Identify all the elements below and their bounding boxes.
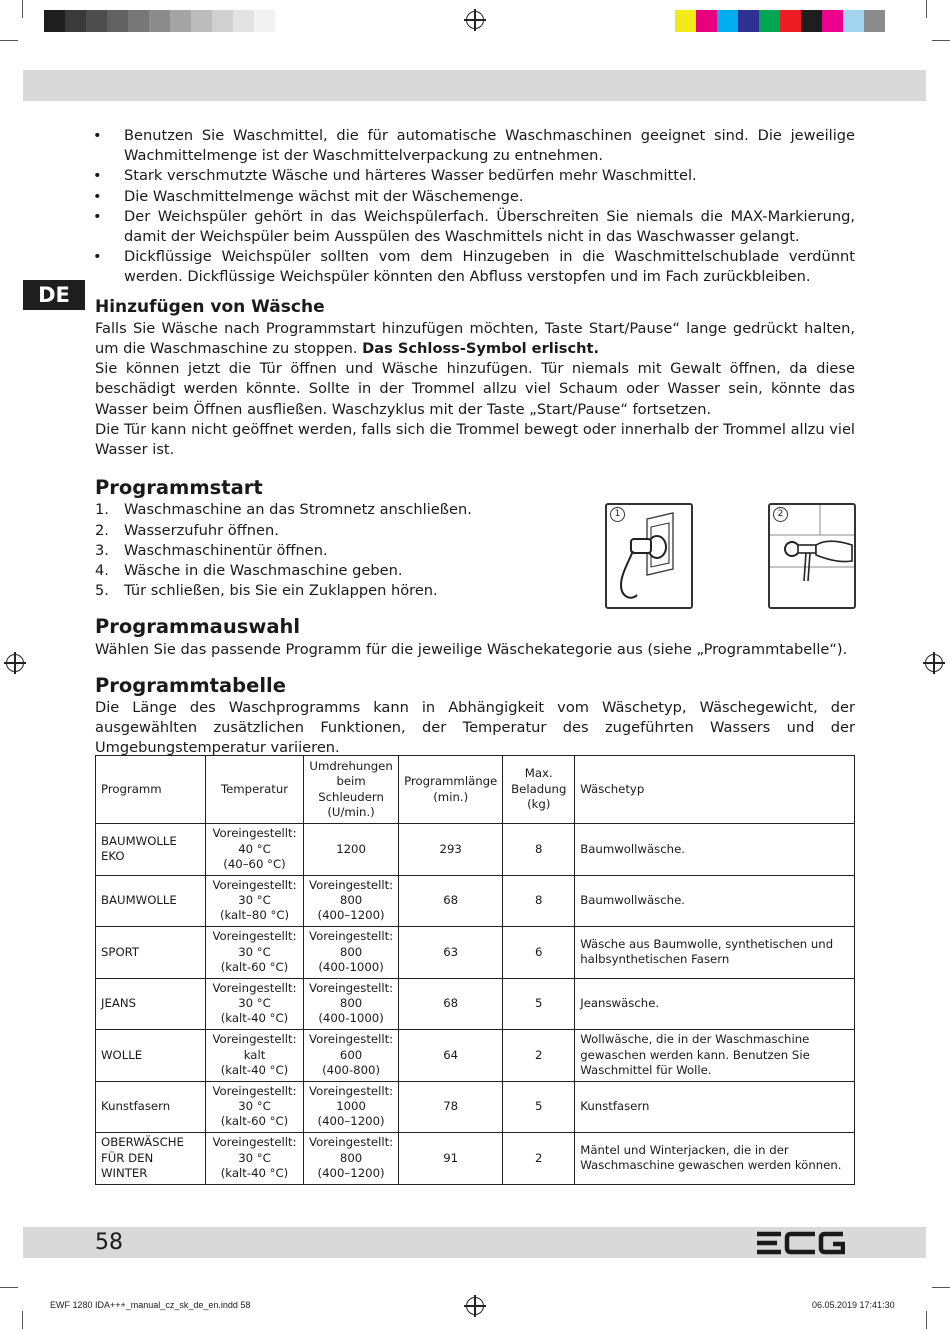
cell-load: 2 [503, 1133, 575, 1185]
cell-length: 64 [399, 1030, 503, 1082]
table-row [96, 875, 855, 927]
crop-mark [932, 1287, 950, 1288]
crop-mark [932, 40, 950, 41]
water-tap-illustration [768, 503, 856, 609]
section-title-add-laundry: Hinzufügen von Wäsche [95, 296, 325, 317]
color-swatch [65, 10, 86, 32]
cell-spin: 1200 [304, 824, 399, 876]
cell-temperature: Voreingestellt: 30 °C (kalt-40 °C) [206, 978, 304, 1030]
cell-load: 8 [503, 875, 575, 927]
add-laundry-paragraph: Falls Sie Wäsche nach Programmstart hinzufügen möchten, Taste Start/Pause“ lange gedrückt halten, um die Waschmaschine zu stoppen. Das Schloss-Symbol erlischt. [95, 319, 855, 358]
color-swatch [128, 10, 149, 32]
intro-bullet-list [95, 126, 855, 288]
add-laundry-paragraph: Sie können jetzt die Tür öffnen und Wäsche hinzufügen. Tür niemals mit Gewalt öffnen, da diese beschädigt werden könnte. Sollte in der Trommel allzu viel Schaum oder Wasser sein, könnte das Wasser beim Öffnen ausfließen. Waschzyklus mit der Taste „Start/Pause“ fortsetzen. [95, 360, 855, 418]
table-row [96, 1133, 855, 1185]
color-swatch [44, 10, 65, 32]
color-swatch [191, 10, 212, 32]
color-swatch [149, 10, 170, 32]
header-length: Programmlänge (min.) [399, 756, 503, 824]
crop-mark [0, 1287, 18, 1288]
cell-spin: Voreingestellt: 600 (400-800) [304, 1030, 399, 1082]
grayscale-color-bar [44, 10, 275, 32]
cell-temperature: Voreingestellt: 30 °C (kalt-40 °C) [206, 1133, 304, 1185]
cell-length: 293 [399, 824, 503, 876]
cell-length: 68 [399, 875, 503, 927]
table-row [96, 1081, 855, 1133]
cell-temperature: Voreingestellt: 30 °C (kalt-60 °C) [206, 1081, 304, 1133]
cell-program: BAUMWOLLE EKO [96, 824, 206, 876]
cell-program: OBERWÄSCHE FÜR DEN WINTER [96, 1133, 206, 1185]
table-row [96, 927, 855, 979]
table-row [96, 824, 855, 876]
table-row [96, 978, 855, 1030]
process-color-bar [675, 10, 885, 32]
program-table [95, 755, 855, 1185]
cell-length: 78 [399, 1081, 503, 1133]
cell-laundry-type: Wollwäsche, die in der Waschmaschine gewaschen werden kann. Benutzen Sie Waschmittel für Wolle. [575, 1030, 855, 1082]
step-number-badge: 2 [773, 507, 788, 522]
cell-laundry-type: Baumwollwäsche. [575, 875, 855, 927]
cell-spin: Voreingestellt: 800 (400–1200) [304, 875, 399, 927]
cell-program: Kunstfasern [96, 1081, 206, 1133]
program-select-text: Wählen Sie das passende Programm für die jeweilige Wäschekategorie aus (siehe „Programmtabelle“). [95, 640, 848, 658]
ecg-logo [755, 1231, 845, 1258]
cell-laundry-type: Wäsche aus Baumwolle, synthetischen und halbsynthetischen Fasern [575, 927, 855, 979]
color-swatch [254, 10, 275, 32]
cell-laundry-type: Jeanswäsche. [575, 978, 855, 1030]
crop-mark [22, 0, 23, 18]
color-swatch [107, 10, 128, 32]
crop-mark [926, 0, 927, 18]
section-title-program-start: Programmstart [95, 476, 263, 500]
color-swatch [864, 10, 885, 32]
cell-laundry-type: Baumwollwäsche. [575, 824, 855, 876]
slug-date-info: 06.05.2019 17:41:30 [812, 1300, 895, 1310]
header-laundry-type: Wäschetyp [575, 756, 855, 824]
list-item: • Stark verschmutzte Wäsche und härteres Wasser bedürfen mehr Waschmittel. [95, 166, 855, 186]
program-start-steps [95, 500, 855, 601]
table-header-row [96, 756, 855, 824]
header-bar [23, 70, 926, 101]
list-item: • Benutzen Sie Waschmittel, die für automatische Waschmaschinen geeignet sind. Die jeweilige Wachmittelmenge ist der Waschmittelverpackung zu entnehmen. [95, 126, 855, 166]
color-swatch [170, 10, 191, 32]
header-program: Programm [96, 756, 206, 824]
program-table-intro: Die Länge des Waschprogramms kann in Abhängigkeit vom Wäschetyp, Wäschegewicht, der ausgewählten zusätzlichen Funktionen, der Temperatur des zugeführten Wassers und der Umgebungstemperatur variieren. [95, 699, 855, 757]
cell-laundry-type: Mäntel und Winterjacken, die in der Waschmaschine gewaschen werden können. [575, 1133, 855, 1185]
language-tab: DE [23, 280, 85, 310]
cell-program: WOLLE [96, 1030, 206, 1082]
registration-mark-icon [6, 654, 24, 672]
cell-load: 8 [503, 824, 575, 876]
cell-temperature: Voreingestellt: 40 °C (40–60 °C) [206, 824, 304, 876]
registration-mark-icon [466, 11, 484, 29]
color-swatch [675, 10, 696, 32]
registration-mark-icon [925, 654, 943, 672]
table-row [96, 1030, 855, 1082]
color-swatch [738, 10, 759, 32]
list-item: 3. Waschmaschinentür öffnen. [95, 541, 328, 559]
slug-file-info: EWF 1280 IDA+++_manual_cz_sk_de_en.indd 58 [50, 1300, 251, 1310]
step-number-badge: 1 [610, 507, 625, 522]
list-item: 1. Waschmaschine an das Stromnetz anschließen. [95, 501, 472, 519]
cell-program: BAUMWOLLE [96, 875, 206, 927]
header-load: Max. Beladung (kg) [503, 756, 575, 824]
color-swatch [86, 10, 107, 32]
cell-temperature: Voreingestellt: kalt (kalt-40 °C) [206, 1030, 304, 1082]
list-item: • Dickflüssige Weichspüler sollten vom dem Hinzugeben in die Waschmittelschublade verdünnt werden. Dickflüssige Weichspüler könnten den Abfluss verstopfen und im Fach zurückbleiben. [95, 247, 855, 287]
cell-length: 63 [399, 927, 503, 979]
color-swatch [801, 10, 822, 32]
color-swatch [696, 10, 717, 32]
crop-mark [0, 40, 18, 41]
list-item: 4. Wäsche in die Waschmaschine geben. [95, 562, 403, 580]
add-laundry-paragraph: Die Tür kann nicht geöffnet werden, falls sich die Trommel bewegt oder innerhalb der Trommel allzu viel Wasser ist. [95, 420, 855, 459]
cell-spin: Voreingestellt: 800 (400-1000) [304, 978, 399, 1030]
color-swatch [759, 10, 780, 32]
cell-spin: Voreingestellt: 800 (400–1200) [304, 1133, 399, 1185]
cell-program: SPORT [96, 927, 206, 979]
cell-load: 5 [503, 978, 575, 1030]
cell-spin: Voreingestellt: 800 (400-1000) [304, 927, 399, 979]
section-title-program-table: Programmtabelle [95, 673, 286, 697]
crop-mark [926, 1311, 927, 1329]
cell-length: 91 [399, 1133, 503, 1185]
list-item: • Der Weichspüler gehört in das Weichspülerfach. Überschreiten Sie niemals die MAX-Markierung, damit der Weichspüler beim Ausspülen des Waschmittels nicht in das Waschwasser gelangt. [95, 207, 855, 247]
cell-load: 2 [503, 1030, 575, 1082]
registration-mark-icon [466, 1297, 484, 1315]
list-item: 5. Tür schließen, bis Sie ein Zuklappen hören. [95, 582, 438, 600]
color-swatch [822, 10, 843, 32]
cell-program: JEANS [96, 978, 206, 1030]
header-temperature: Temperatur [206, 756, 304, 824]
list-item: 2. Wasserzufuhr öffnen. [95, 521, 279, 539]
color-swatch [843, 10, 864, 32]
cell-length: 68 [399, 978, 503, 1030]
header-spin: Umdrehungen beim Schleudern (U/min.) [304, 756, 399, 824]
cell-temperature: Voreingestellt: 30 °C (kalt–80 °C) [206, 875, 304, 927]
color-swatch [717, 10, 738, 32]
cell-laundry-type: Kunstfasern [575, 1081, 855, 1133]
power-plug-illustration [605, 503, 693, 609]
main-content [95, 126, 855, 759]
cell-spin: Voreingestellt: 1000 (400–1200) [304, 1081, 399, 1133]
page-number: 58 [95, 1230, 123, 1255]
cell-load: 6 [503, 927, 575, 979]
color-swatch [212, 10, 233, 32]
color-swatch [233, 10, 254, 32]
crop-mark [22, 1311, 23, 1329]
color-swatch [780, 10, 801, 32]
list-item: • Die Waschmittelmenge wächst mit der Wäschemenge. [95, 187, 855, 207]
cell-load: 5 [503, 1081, 575, 1133]
cell-temperature: Voreingestellt: 30 °C (kalt-60 °C) [206, 927, 304, 979]
section-title-program-select: Programmauswahl [95, 615, 301, 639]
